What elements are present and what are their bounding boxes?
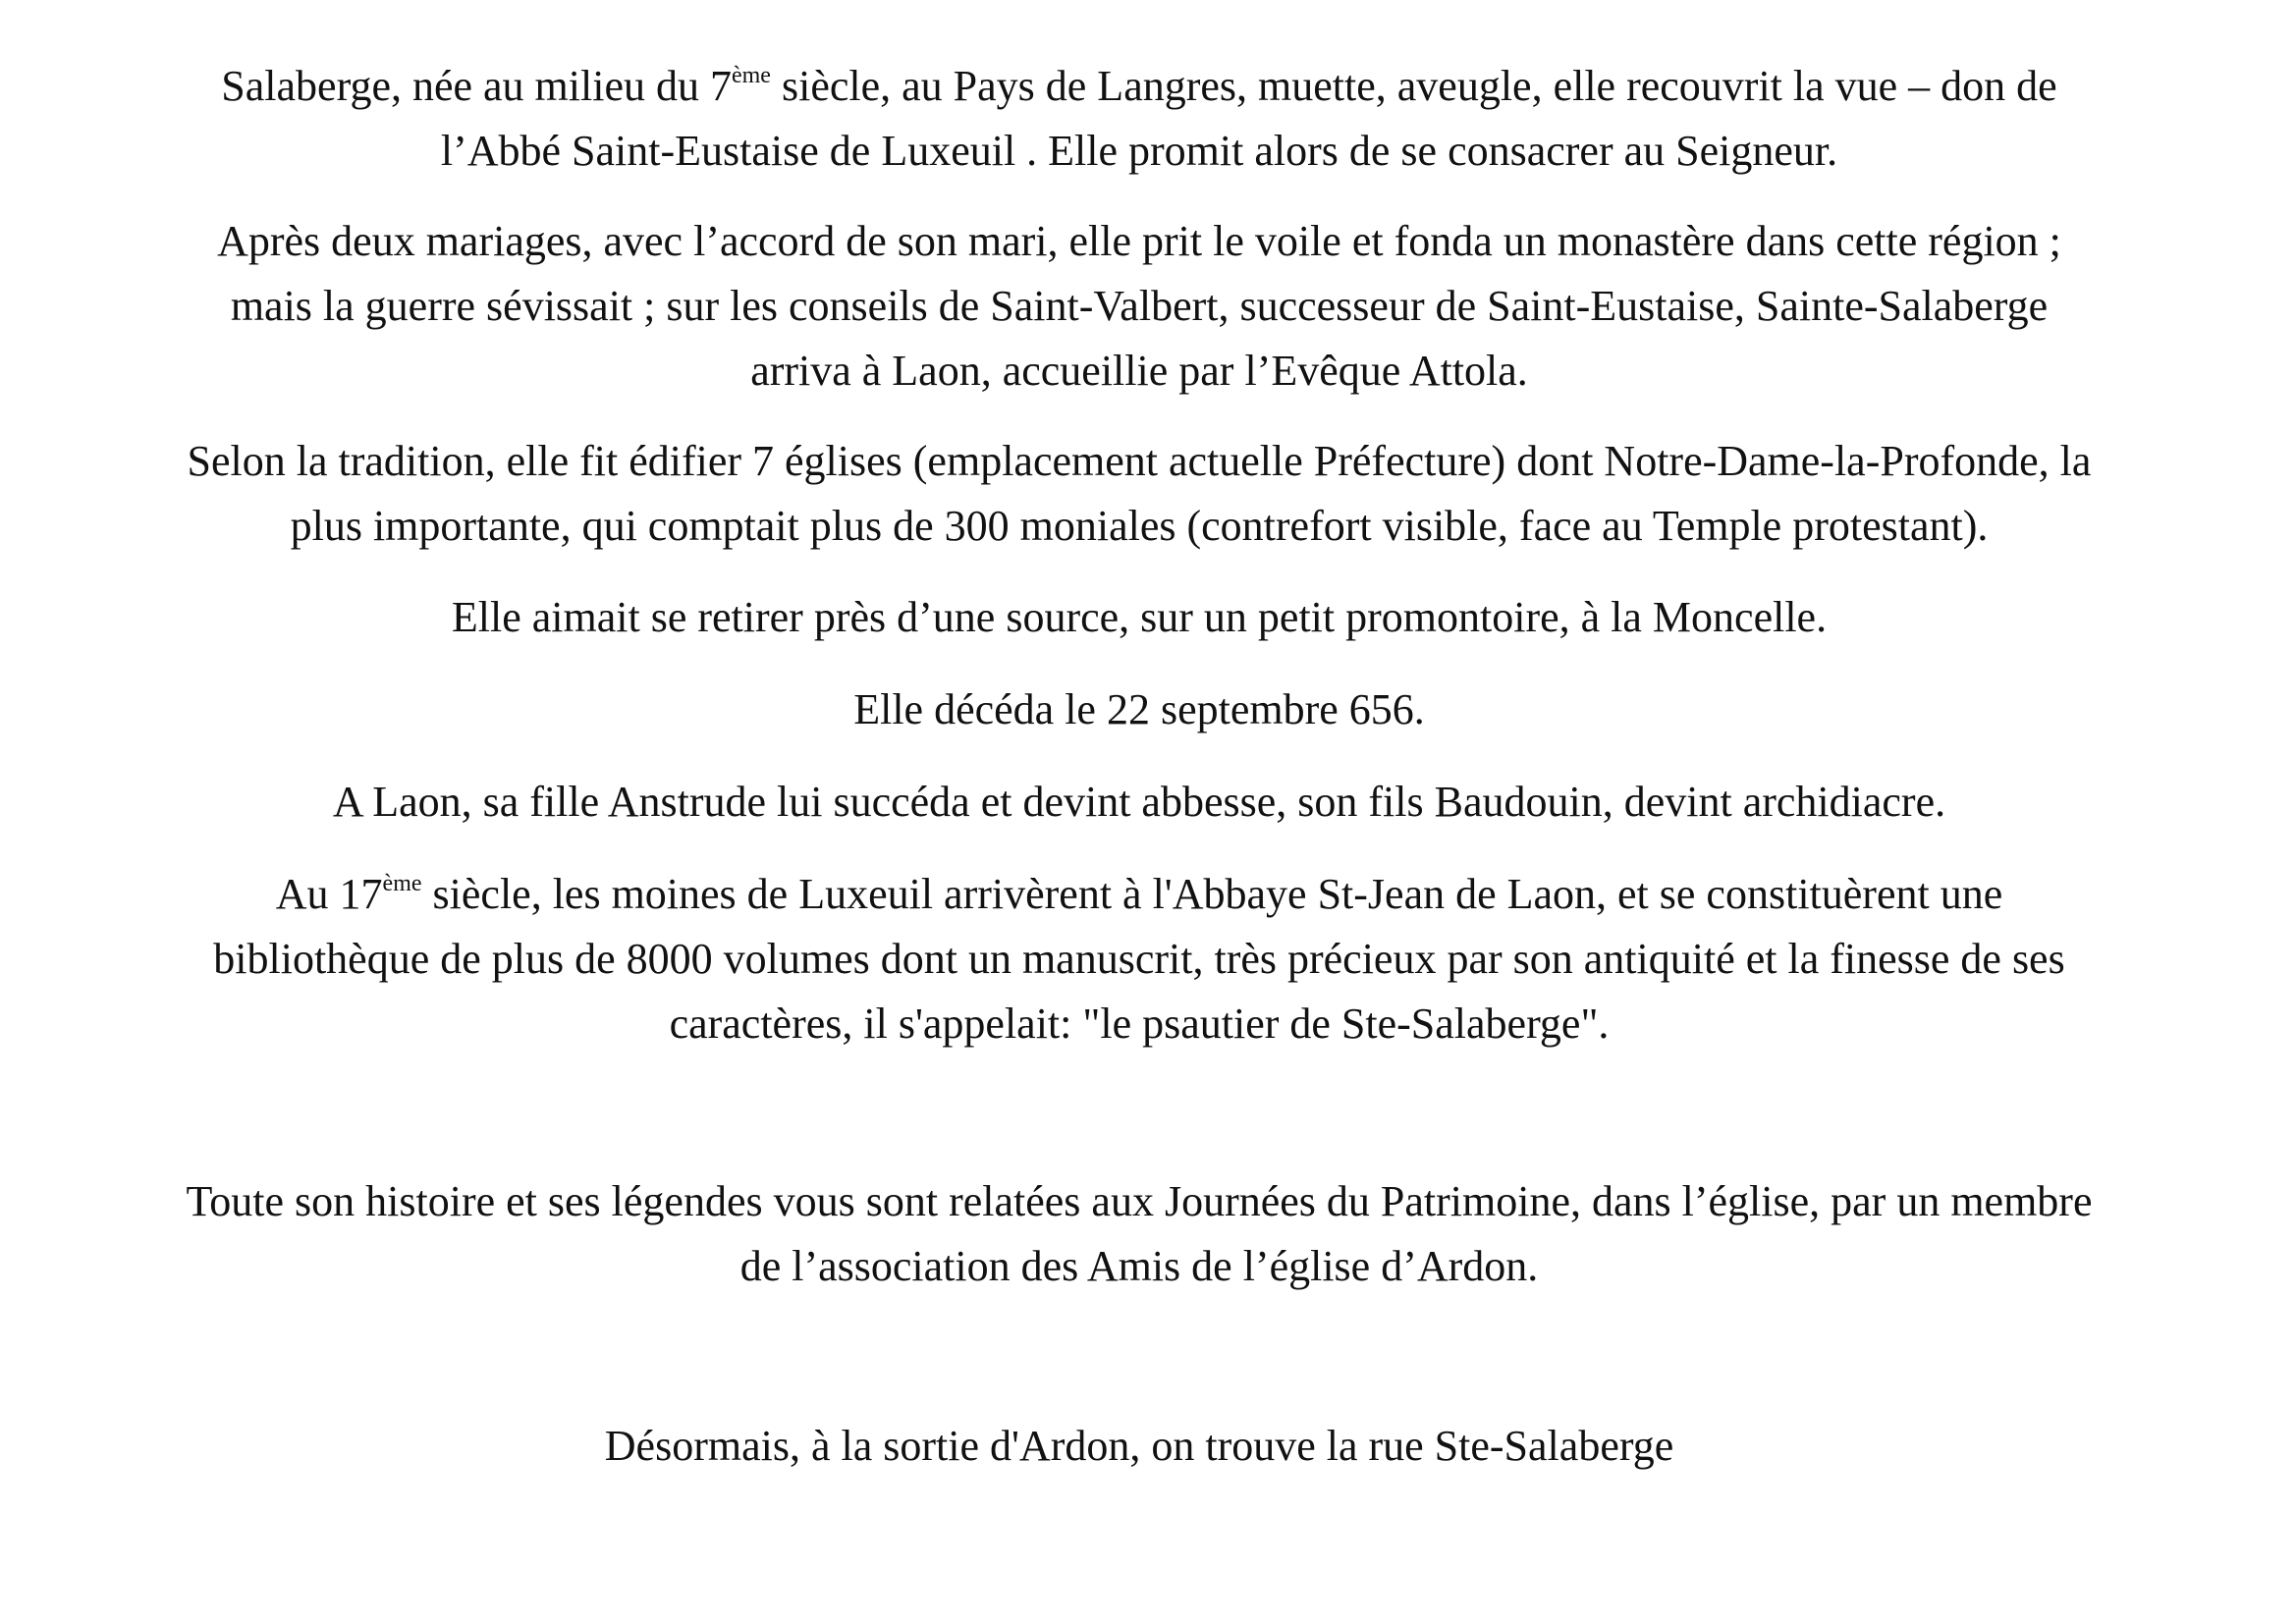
p7-text-end: siècle, les moines de Luxeuil arrivèrent à l'Abbaye St-Jean de Laon, et se constituèrent une bibliothèque de plus de 8000 volumes dont un manuscrit, très précieux par son antiquité et la finesse de ses caractères, il s'appelait: "le psautier de Ste-Salaberge". (213, 870, 2065, 1048)
paragraph-marriages-monastery: Après deux mariages, avec l’accord de son mari, elle prit le voile et fonda un monastère dans cette région ; mais la guerre sévissait ; sur les conseils de Saint-Valbert, successeur de Saint-Eustaise, Sainte-Salaberge arriva à Laon, accueillie par l’Evêque Attola. (217, 217, 2061, 395)
p1-text-end: siècle, au Pays de Langres, muette, aveugle, elle recouvrit la vue – don de l’Abbé Saint-Eustaise de Luxeuil . Elle promit alors de se consacrer au Seigneur. (440, 62, 2057, 175)
p1-superscript: ème (731, 63, 771, 88)
paragraph-rue-ste-salaberge: Désormais, à la sortie d'Ardon, on trouve la rue Ste-Salaberge (604, 1422, 1674, 1470)
paragraph-anstrude-baudouin: A Laon, sa fille Anstrude lui succéda et devint abbesse, son fils Baudouin, devint archidiacre. (332, 778, 1946, 826)
p7-superscript: ème (382, 871, 422, 896)
paragraph-moncelle-source: Elle aimait se retirer près d’une source, sur un petit promontoire, à la Moncelle. (451, 593, 1828, 641)
paragraph-death-date: Elle décéda le 22 septembre 656. (853, 685, 1425, 733)
paragraph-salaberge-birth (177, 54, 2102, 184)
paragraph-heritage-days: Toute son histoire et ses légendes vous sont relatées aux Journées du Patrimoine, dans l’église, par un membre de l’association des Amis de l’église d’Ardon. (186, 1177, 2093, 1290)
p7-text-start: Au 17 (275, 870, 383, 918)
paragraph-luxeuil-monks-library (177, 862, 2102, 1056)
paragraph-seven-churches: Selon la tradition, elle fit édifier 7 églises (emplacement actuelle Préfecture) dont Notre-Dame-la-Profonde, la plus importante, qui comptait plus de 300 moniales (contrefort visible, face au Temple protestant). (187, 437, 2092, 550)
p1-text-start: Salaberge, née au milieu du 7 (221, 62, 732, 110)
